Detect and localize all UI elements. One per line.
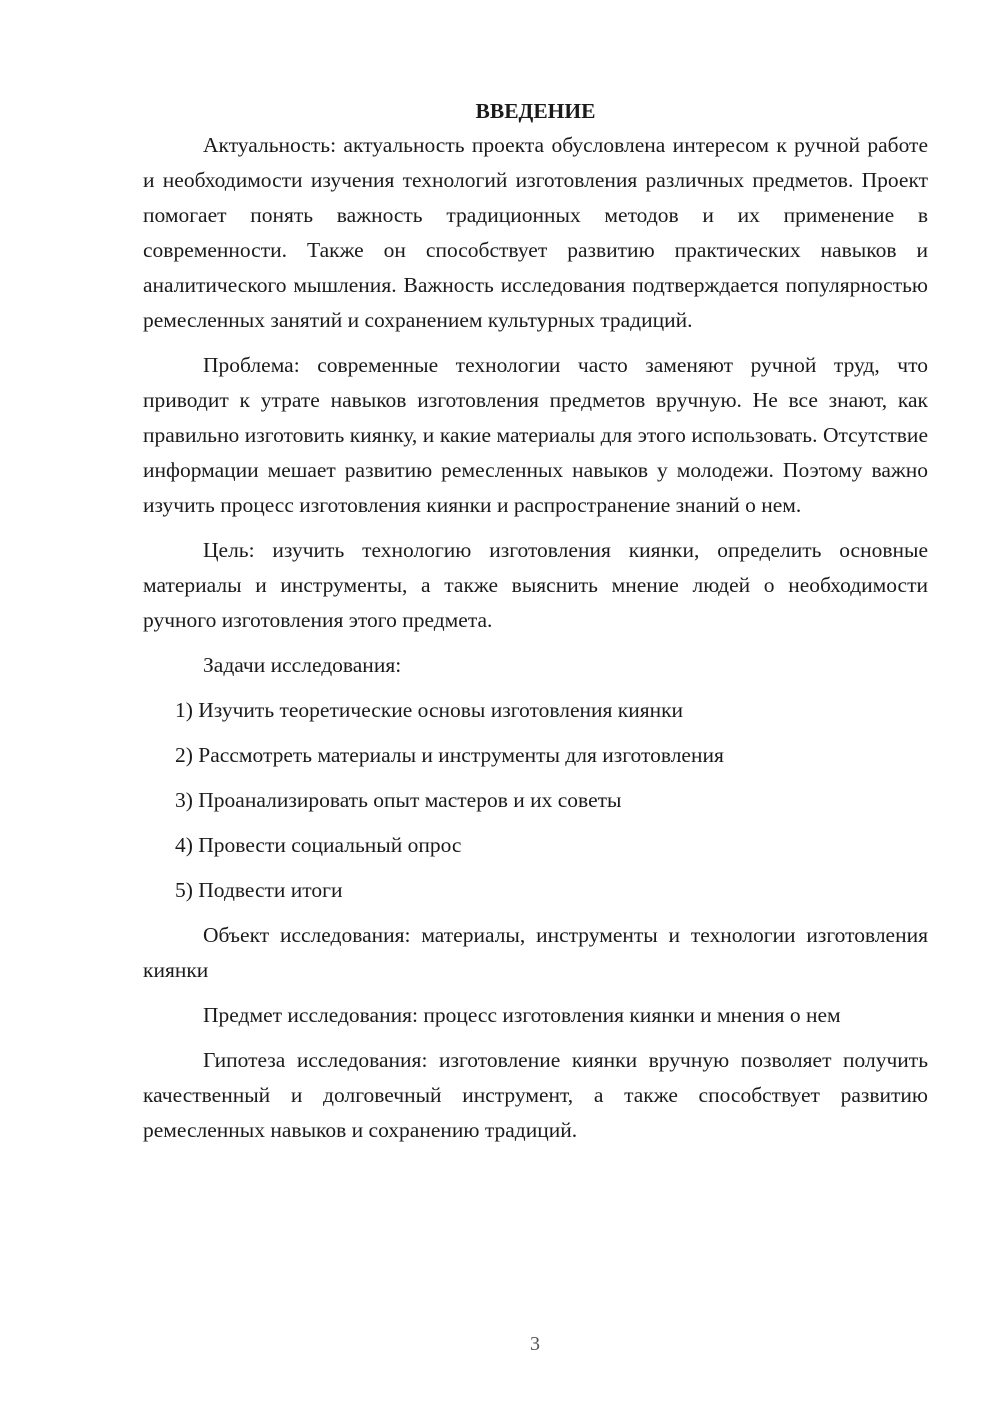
- page-number: 3: [530, 1333, 540, 1355]
- task-item-4: 4) Провести социальный опрос: [175, 833, 462, 857]
- section-title: ВВЕДЕНИЕ: [475, 99, 596, 123]
- task-item-3: 3) Проанализировать опыт мастеров и их советы: [175, 788, 622, 812]
- document-page: [143, 94, 928, 1148]
- object-paragraph: Объект исследования: материалы, инструменты и технологии изготовления киянки: [143, 923, 928, 982]
- goal-paragraph: Цель: изучить технологию изготовления киянки, определить основные материалы и инструменты, а также выяснить мнение людей о необходимости ручного изготовления этого предмета.: [143, 538, 928, 632]
- task-item-2: 2) Рассмотреть материалы и инструменты для изготовления: [175, 743, 724, 767]
- relevance-paragraph: Актуальность: актуальность проекта обусловлена интересом к ручной работе и необходимости изучения технологий изготовления различных предметов. Проект помогает понять важность традиционных методов и их применение в современности. Также он способствует развитию практических навыков и аналитического мышления. Важность исследования подтверждается популярностью ремесленных занятий и сохранением культурных традиций.: [143, 133, 928, 332]
- task-item-1: 1) Изучить теоретические основы изготовления киянки: [175, 698, 684, 722]
- hypothesis-paragraph: Гипотеза исследования: изготовление киянки вручную позволяет получить качественный и долговечный инструмент, а также способствует развитию ремесленных навыков и сохранению традиций.: [143, 1048, 928, 1142]
- tasks-list: [143, 693, 928, 908]
- problem-paragraph: Проблема: современные технологии часто заменяют ручной труд, что приводит к утрате навыков изготовления предметов вручную. Не все знают, как правильно изготовить киянку, и какие материалы для этого использовать. Отсутствие информации мешает развитию ремесленных навыков у молодежи. Поэтому важно изучить процесс изготовления киянки и распространение знаний о нем.: [143, 353, 928, 517]
- subject-paragraph: Предмет исследования: процесс изготовления киянки и мнения о нем: [203, 1003, 841, 1027]
- task-item-5: 5) Подвести итоги: [175, 878, 343, 902]
- tasks-heading: Задачи исследования:: [203, 653, 402, 677]
